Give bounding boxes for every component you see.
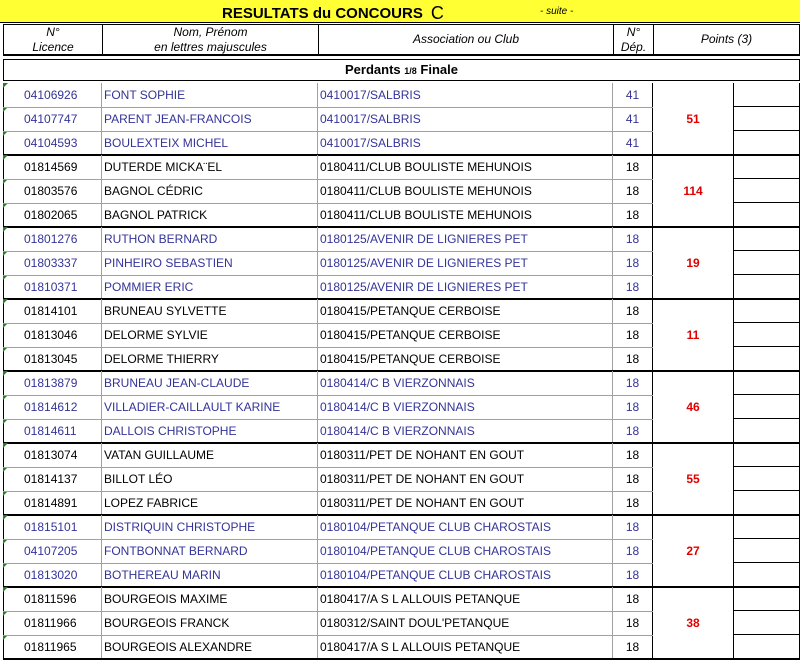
club-cell: 0180414/C B VIERZONNAIS	[318, 395, 613, 419]
extra-points-cell	[734, 419, 800, 443]
name-cell: PARENT JEAN-FRANCOIS	[102, 107, 318, 131]
team-group	[0, 227, 804, 299]
row-divider	[3, 491, 653, 492]
dep-cell: 18	[613, 635, 653, 659]
row-divider	[3, 323, 653, 324]
name-cell: VILLADIER-CAILLAULT KARINE	[102, 395, 318, 419]
points-cell: 114	[653, 155, 734, 227]
club-cell: 0180125/AVENIR DE LIGNIERES PET	[318, 227, 613, 251]
name-cell: BOURGEOIS MAXIME	[102, 587, 318, 611]
club-cell: 0410017/SALBRIS	[318, 107, 613, 131]
extra-points-cell	[734, 539, 800, 563]
row-divider	[3, 635, 653, 636]
extra-points-cell	[734, 131, 800, 155]
extra-points-cell	[734, 491, 800, 515]
dep-cell: 18	[613, 539, 653, 563]
name-cell: BAGNOL CÉDRIC	[102, 179, 318, 203]
extra-points-cell	[734, 323, 800, 347]
dep-cell: 18	[613, 491, 653, 515]
team-group	[0, 155, 804, 227]
club-cell: 0180414/C B VIERZONNAIS	[318, 371, 613, 395]
row-divider	[3, 107, 653, 108]
group-divider	[3, 658, 800, 660]
dep-cell: 18	[613, 467, 653, 491]
team-group	[0, 299, 804, 371]
name-cell: VATAN GUILLAUME	[102, 443, 318, 467]
extra-points-cell	[734, 275, 800, 299]
licence-cell: 04107205	[3, 539, 102, 563]
row-divider	[3, 347, 653, 348]
team-group	[0, 443, 804, 515]
club-cell: 0180417/A S L ALLOUIS PETANQUE	[318, 635, 613, 659]
licence-cell: 01803576	[3, 179, 102, 203]
club-cell: 0180125/AVENIR DE LIGNIERES PET	[318, 275, 613, 299]
licence-cell: 01815101	[3, 515, 102, 539]
extra-points-cell	[734, 611, 800, 635]
licence-cell: 04106926	[3, 83, 102, 107]
club-cell: 0180312/SAINT DOUL'PETANQUE	[318, 611, 613, 635]
dep-cell: 18	[613, 395, 653, 419]
club-cell: 0180411/CLUB BOULISTE MEHUNOIS	[318, 155, 613, 179]
licence-cell: 01813879	[3, 371, 102, 395]
concours-letter: C	[430, 3, 444, 23]
dep-cell: 41	[613, 131, 653, 155]
club-cell: 0180311/PET DE NOHANT EN GOUT	[318, 467, 613, 491]
name-cell: BOTHEREAU MARIN	[102, 563, 318, 587]
suite-label: - suite -	[540, 6, 574, 17]
dep-cell: 18	[613, 587, 653, 611]
row-divider	[3, 131, 653, 132]
name-cell: PINHEIRO SEBASTIEN	[102, 251, 318, 275]
licence-cell: 01814569	[3, 155, 102, 179]
extra-points-cell	[734, 227, 800, 251]
licence-cell: 01814101	[3, 299, 102, 323]
licence-cell: 01813045	[3, 347, 102, 371]
row-divider	[3, 419, 653, 420]
dep-cell: 18	[613, 155, 653, 179]
extra-points-cell	[734, 203, 800, 227]
club-cell: 0180417/A S L ALLOUIS PETANQUE	[318, 587, 613, 611]
extra-points-cell	[734, 299, 800, 323]
extra-points-cell	[734, 635, 800, 659]
licence-cell: 01811596	[3, 587, 102, 611]
extra-points-cell	[734, 155, 800, 179]
dep-cell: 41	[613, 107, 653, 131]
points-cell: 38	[653, 587, 734, 659]
dep-cell: 18	[613, 515, 653, 539]
name-cell: BILLOT LÉO	[102, 467, 318, 491]
licence-cell: 01803337	[3, 251, 102, 275]
header-licence: N° Licence	[3, 24, 103, 56]
header-club: Association ou Club	[318, 24, 614, 56]
title-bar	[0, 0, 800, 23]
licence-cell: 01802065	[3, 203, 102, 227]
name-cell: BRUNEAU SYLVETTE	[102, 299, 318, 323]
dep-cell: 18	[613, 203, 653, 227]
dep-cell: 18	[613, 251, 653, 275]
cell-comment-marker	[3, 155, 8, 160]
cell-comment-marker	[3, 371, 8, 376]
row-divider	[3, 275, 653, 276]
phase-heading: Perdants 1/8 Finale	[3, 59, 800, 81]
team-group	[0, 515, 804, 587]
name-cell: BRUNEAU JEAN-CLAUDE	[102, 371, 318, 395]
row-divider	[3, 467, 653, 468]
extra-points-cell	[734, 443, 800, 467]
extra-points-cell	[734, 251, 800, 275]
dep-cell: 18	[613, 299, 653, 323]
name-cell: DISTRIQUIN CHRISTOPHE	[102, 515, 318, 539]
points-cell: 11	[653, 299, 734, 371]
licence-cell: 01814137	[3, 467, 102, 491]
club-cell: 0180104/PETANQUE CLUB CHAROSTAIS	[318, 563, 613, 587]
club-cell: 0180311/PET DE NOHANT EN GOUT	[318, 491, 613, 515]
cell-comment-marker	[3, 83, 8, 88]
dep-cell: 18	[613, 227, 653, 251]
name-cell: DUTERDE MICKA¨EL	[102, 155, 318, 179]
club-cell: 0410017/SALBRIS	[318, 83, 613, 107]
name-cell: DALLOIS CHRISTOPHE	[102, 419, 318, 443]
dep-cell: 41	[613, 83, 653, 107]
dep-cell: 18	[613, 419, 653, 443]
dep-cell: 18	[613, 443, 653, 467]
club-cell: 0180104/PETANQUE CLUB CHAROSTAIS	[318, 539, 613, 563]
name-cell: FONT SOPHIE	[102, 83, 318, 107]
extra-points-cell	[734, 395, 800, 419]
points-cell: 46	[653, 371, 734, 443]
club-cell: 0180311/PET DE NOHANT EN GOUT	[318, 443, 613, 467]
dep-cell: 18	[613, 323, 653, 347]
row-divider	[3, 179, 653, 180]
club-cell: 0180415/PETANQUE CERBOISE	[318, 299, 613, 323]
dep-cell: 18	[613, 179, 653, 203]
club-cell: 0180411/CLUB BOULISTE MEHUNOIS	[318, 203, 613, 227]
row-divider	[3, 203, 653, 204]
extra-points-cell	[734, 107, 800, 131]
dep-cell: 18	[613, 563, 653, 587]
dep-cell: 18	[613, 275, 653, 299]
name-cell: BOURGEOIS FRANCK	[102, 611, 318, 635]
name-cell: BOULEXTEIX MICHEL	[102, 131, 318, 155]
cell-comment-marker	[3, 299, 8, 304]
dep-cell: 18	[613, 371, 653, 395]
licence-cell: 01814891	[3, 491, 102, 515]
dep-cell: 18	[613, 347, 653, 371]
licence-cell: 01811966	[3, 611, 102, 635]
extra-points-cell	[734, 587, 800, 611]
name-cell: DELORME SYLVIE	[102, 323, 318, 347]
points-cell: 19	[653, 227, 734, 299]
licence-cell: 04107747	[3, 107, 102, 131]
licence-cell: 01810371	[3, 275, 102, 299]
licence-cell: 01813046	[3, 323, 102, 347]
team-group	[0, 587, 804, 659]
name-cell: RUTHON BERNARD	[102, 227, 318, 251]
club-cell: 0180414/C B VIERZONNAIS	[318, 419, 613, 443]
name-cell: BOURGEOIS ALEXANDRE	[102, 635, 318, 659]
name-cell: DELORME THIERRY	[102, 347, 318, 371]
team-group	[0, 371, 804, 443]
team-group	[0, 83, 804, 155]
extra-points-cell	[734, 515, 800, 539]
extra-points-cell	[734, 83, 800, 107]
row-divider	[3, 563, 653, 564]
licence-cell: 01811965	[3, 635, 102, 659]
licence-cell: 01813020	[3, 563, 102, 587]
club-cell: 0180104/PETANQUE CLUB CHAROSTAIS	[318, 515, 613, 539]
name-cell: LOPEZ FABRICE	[102, 491, 318, 515]
results-table	[0, 83, 804, 659]
licence-cell: 01814612	[3, 395, 102, 419]
club-cell: 0410017/SALBRIS	[318, 131, 613, 155]
extra-points-cell	[734, 467, 800, 491]
club-cell: 0180411/CLUB BOULISTE MEHUNOIS	[318, 179, 613, 203]
cell-comment-marker	[3, 515, 8, 520]
extra-points-cell	[734, 179, 800, 203]
cell-comment-marker	[3, 227, 8, 232]
row-divider	[3, 611, 653, 612]
club-cell: 0180125/AVENIR DE LIGNIERES PET	[318, 251, 613, 275]
points-cell: 51	[653, 83, 734, 155]
licence-cell: 01801276	[3, 227, 102, 251]
cell-comment-marker	[3, 443, 8, 448]
cell-comment-marker	[3, 587, 8, 592]
name-cell: BAGNOL PATRICK	[102, 203, 318, 227]
header-dep: N° Dép.	[613, 24, 654, 56]
name-cell: FONTBONNAT BERNARD	[102, 539, 318, 563]
licence-cell: 04104593	[3, 131, 102, 155]
extra-points-cell	[734, 371, 800, 395]
points-cell: 55	[653, 443, 734, 515]
row-divider	[3, 539, 653, 540]
dep-cell: 18	[613, 611, 653, 635]
header-points: Points (3)	[653, 24, 800, 56]
page-title: RESULTATS du CONCOURS C	[222, 3, 444, 23]
header-nom: Nom, Prénom en lettres majuscules	[102, 24, 319, 56]
extra-points-cell	[734, 347, 800, 371]
licence-cell: 01813074	[3, 443, 102, 467]
row-divider	[3, 251, 653, 252]
points-cell: 27	[653, 515, 734, 587]
club-cell: 0180415/PETANQUE CERBOISE	[318, 323, 613, 347]
extra-points-cell	[734, 563, 800, 587]
club-cell: 0180415/PETANQUE CERBOISE	[318, 347, 613, 371]
licence-cell: 01814611	[3, 419, 102, 443]
row-divider	[3, 395, 653, 396]
name-cell: POMMIER ERIC	[102, 275, 318, 299]
